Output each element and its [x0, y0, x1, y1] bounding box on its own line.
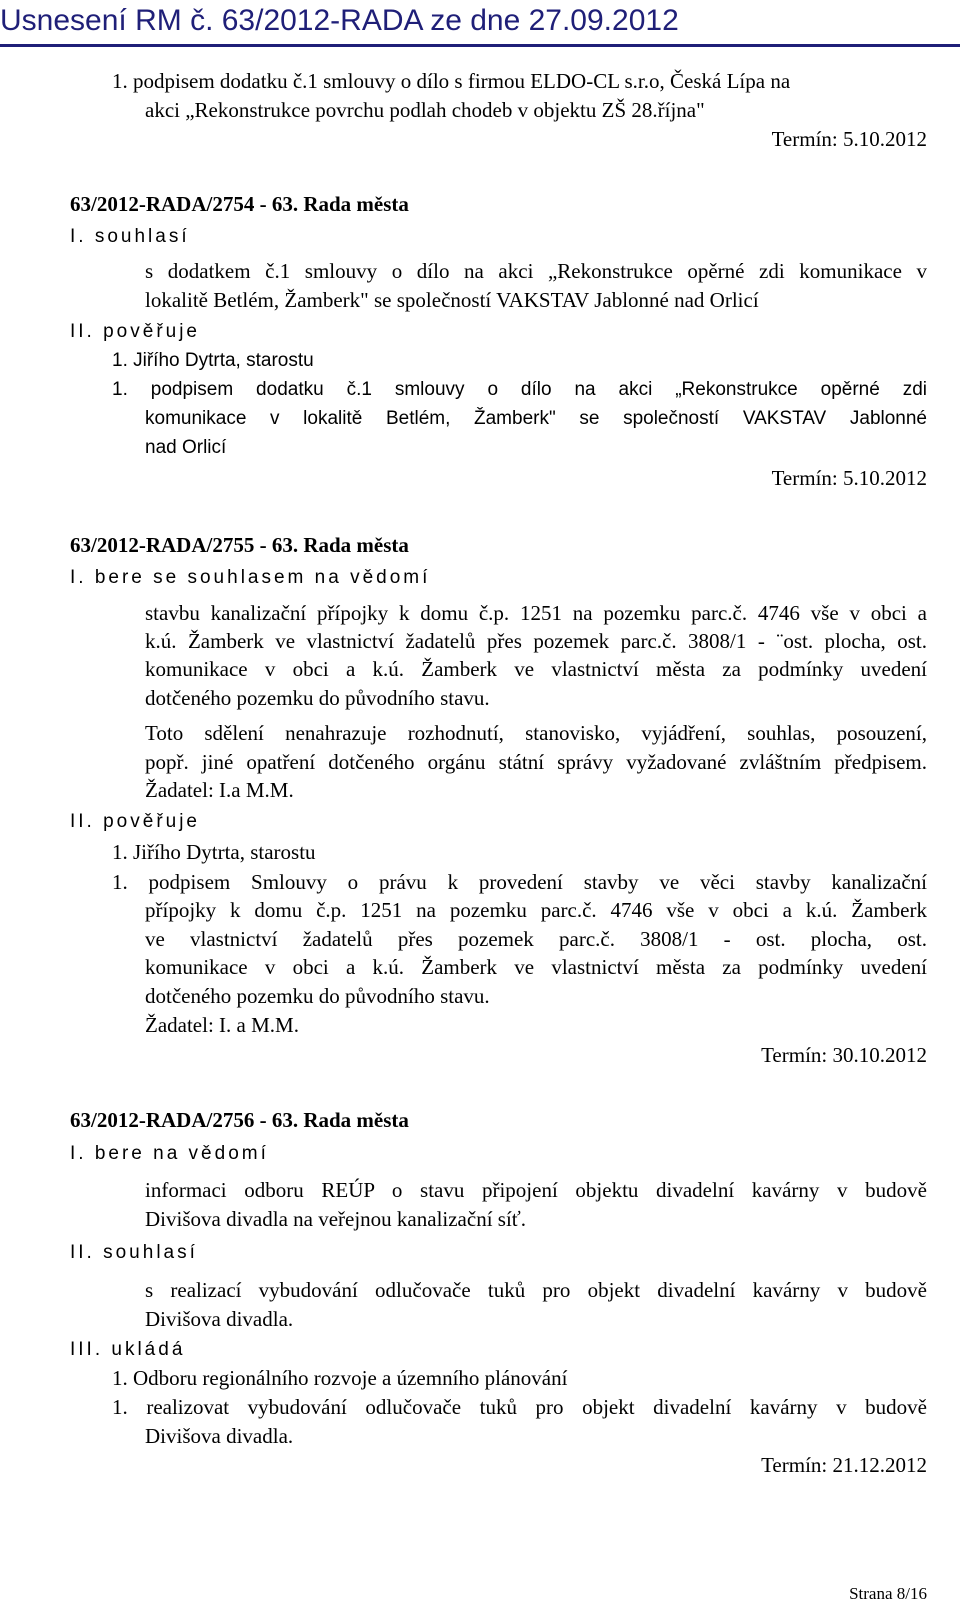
resolution-2756-text-line: Divišova divadla. — [145, 1307, 294, 1331]
resolution-2755-text-line: stavbu kanalizační přípojky k domu č.p. 1251 na pozemku parc.č. 4746 vše v obci a — [145, 601, 927, 625]
resolution-2755-note-line: popř. jiné opatření dotčeného orgánu státní správy vyžadované zvláštním předpisem. — [145, 750, 927, 774]
resolution-2754-task-line: nad Orlicí — [145, 437, 227, 458]
resolution-2755-task-line: přípojky k domu č.p. 1251 na pozemku parc.č. 4746 vše v obci a k.ú. Žamberk — [145, 898, 927, 922]
header-rule — [0, 44, 960, 47]
resolution-2755-applicant: Žadatel: I. a M.M. — [145, 1013, 299, 1037]
resolution-2755-responsible-person: 1. Jiřího Dytrta, starostu — [112, 840, 316, 864]
resolution-2754-deadline: Termín: 5.10.2012 — [771, 466, 927, 490]
resolution-2755-deadline: Termín: 30.10.2012 — [761, 1043, 927, 1067]
resolution-2756-task-line: Divišova divadla. — [145, 1424, 294, 1448]
resolution-2754-section-2-label: II. pověřuje — [70, 321, 200, 342]
resolution-2755-section-1-label: I. bere se souhlasem na vědomí — [70, 567, 431, 588]
resolution-2755-text-line: dotčeného pozemku do původního stavu. — [145, 686, 490, 710]
resolution-2756-responsible-department: 1. Odboru regionálního rozvoje a územního plánování — [112, 1366, 568, 1390]
resolution-2756-text-line: s realizací vybudování odlučovače tuků pro objekt divadelní kavárny v budově — [145, 1278, 927, 1302]
resolution-2755-note-line: Toto sdělení nenahrazuje rozhodnutí, stanovisko, vyjádření, souhlas, posouzení, — [145, 721, 927, 745]
resolution-2754-heading: 63/2012-RADA/2754 - 63. Rada města — [70, 192, 409, 216]
resolution-2755-text-line: komunikace v obci a k.ú. Žamberk ve vlastnictví města za podmínky uvedení — [145, 657, 927, 681]
resolution-2755-text-line: k.ú. Žamberk ve vlastnictví žadatelů přes pozemek parc.č. 3808/1 - ¨ost. plocha, ost. — [145, 629, 927, 653]
resolution-2756-section-2-label: II. souhlasí — [70, 1242, 198, 1263]
resolution-2755-task-line: dotčeného pozemku do původního stavu. — [145, 984, 490, 1008]
carryover-item: 1. podpisem dodatku č.1 smlouvy o dílo s firmou ELDO-CL s.r.o, Česká Lípa na — [112, 69, 791, 93]
resolution-2755-section-2-label: II. pověřuje — [70, 811, 200, 832]
resolution-2756-text-line: Divišova divadla na veřejnou kanalizační síť. — [145, 1207, 527, 1231]
resolution-2754-text-line: lokalitě Betlém, Žamberk" se společností VAKSTAV Jablonné nad Orlicí — [145, 288, 759, 312]
page-header-title: Usnesení RM č. 63/2012-RADA ze dne 27.09.2012 — [0, 4, 679, 37]
resolution-2756-deadline: Termín: 21.12.2012 — [761, 1453, 927, 1477]
resolution-2756-heading: 63/2012-RADA/2756 - 63. Rada města — [70, 1108, 409, 1132]
resolution-2755-task-line: 1. podpisem Smlouvy o právu k provedení stavby ve věci stavby kanalizační — [112, 870, 927, 894]
resolution-2754-section-1-label: I. souhlasí — [70, 226, 190, 247]
resolution-2754-responsible-person: 1. Jiřího Dytrta, starostu — [112, 350, 314, 371]
resolution-2755-heading: 63/2012-RADA/2755 - 63. Rada města — [70, 533, 409, 557]
page-number: Strana 8/16 — [849, 1584, 927, 1603]
resolution-2755-task-line: ve vlastnictví žadatelů přes pozemek parc.č. 3808/1 - ost. plocha, ost. — [145, 927, 927, 951]
resolution-2754-task-line: komunikace v lokalitě Betlém, Žamberk" se společností VAKSTAV Jablonné — [145, 408, 927, 429]
resolution-2755-task-line: komunikace v obci a k.ú. Žamberk ve vlastnictví města za podmínky uvedení — [145, 955, 927, 979]
resolution-2754-text-line: s dodatkem č.1 smlouvy o dílo na akci „Rekonstrukce opěrné zdi komunikace v — [145, 259, 927, 283]
resolution-2756-task-line: 1. realizovat vybudování odlučovače tuků pro objekt divadelní kavárny v budově — [112, 1395, 927, 1419]
resolution-2754-task-line: 1. podpisem dodatku č.1 smlouvy o dílo na akci „Rekonstrukce opěrné zdi — [112, 379, 927, 400]
resolution-2755-applicant: Žadatel: I.a M.M. — [145, 778, 294, 802]
resolution-2756-text-line: informaci odboru REÚP o stavu připojení objektu divadelní kavárny v budově — [145, 1178, 927, 1202]
carryover-deadline: Termín: 5.10.2012 — [771, 127, 927, 151]
carryover-item-cont: akci „Rekonstrukce povrchu podlah chodeb v objektu ZŠ 28.října" — [145, 98, 705, 122]
resolution-2756-section-1-label: I. bere na vědomí — [70, 1143, 269, 1164]
resolution-2756-section-3-label: III. ukládá — [70, 1339, 186, 1360]
